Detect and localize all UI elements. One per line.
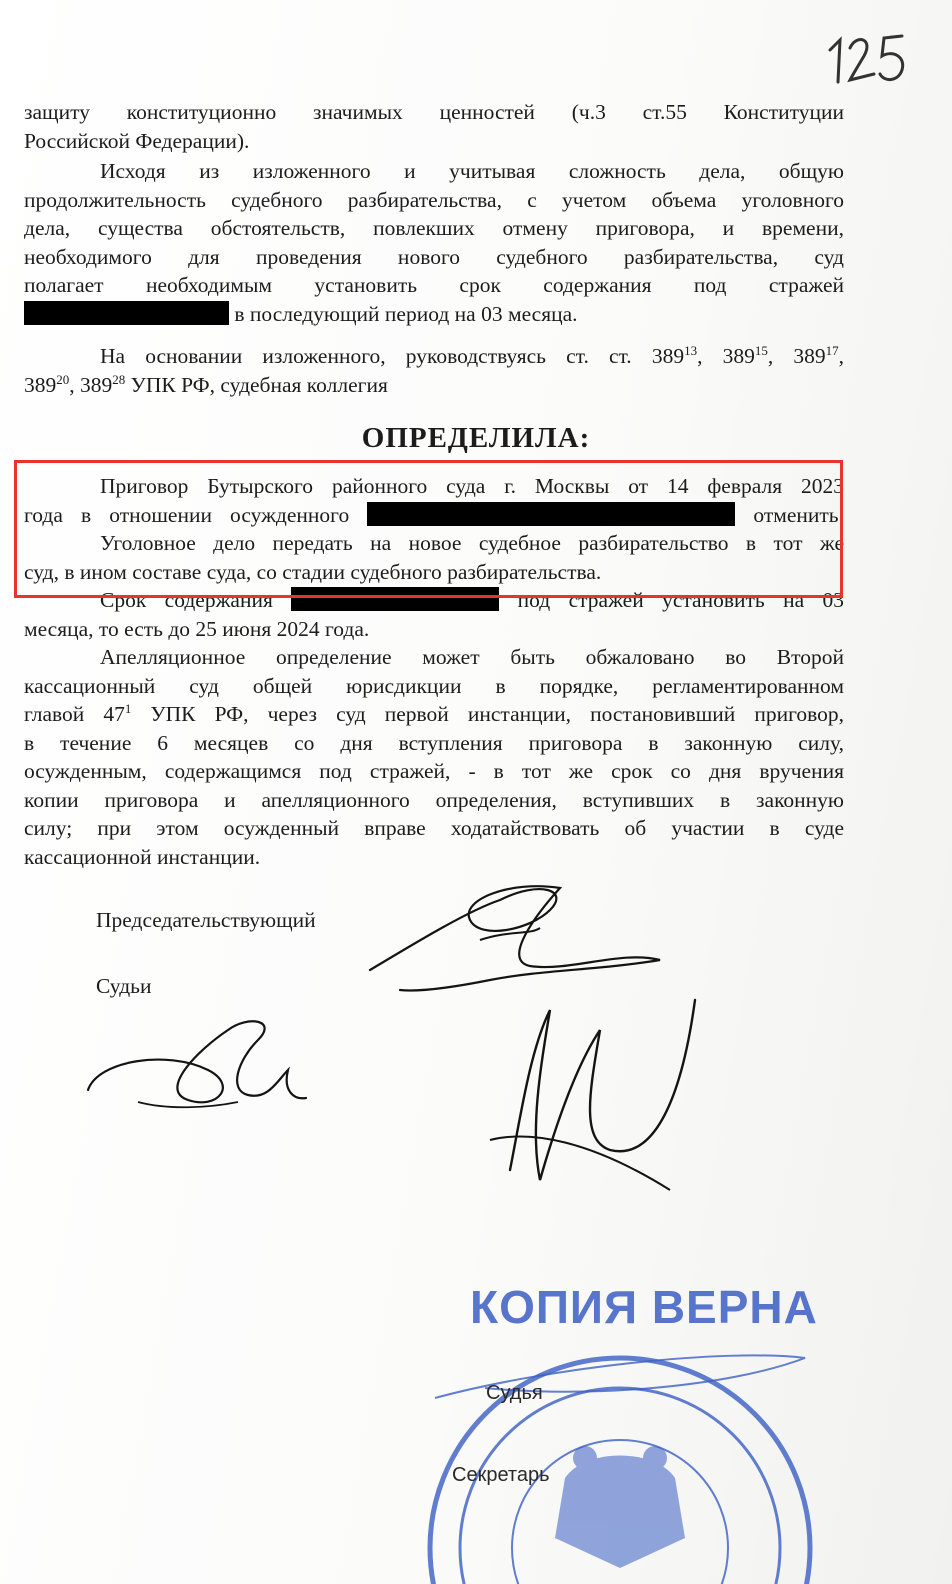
text-line: Приговор Бутырского районного суда г. Москвы от 14 февраля 2023 [100,474,844,498]
text-line: кассационной инстанции. [24,844,261,869]
text-line: дела, существа обстоятельств, повлекших отмену приговора, и времени, [24,216,844,240]
presiding-judge-label: Председательствующий [96,908,316,932]
text-line: Уголовное дело передать на новое судебное разбирательство в тот же [100,531,844,555]
text-line: осужденным, содержащимся под стражей, - в тот же срок со дня вручения [24,759,844,783]
text-line: защиту конституционно значимых ценностей (ч.3 ст.55 Конституции [24,100,844,124]
paragraph-detention-reasoning [24,157,844,328]
text-line: года в отношении осужденного отменить. [24,502,844,527]
text-line: Апелляционное определение может быть обжаловано во Второй [100,645,844,669]
redaction-bar [24,301,229,325]
text-line: $389^{20}$, $389^{28}$ УПК РФ, судебная коллегия [24,371,388,397]
text-line: в течение 6 месяцев со дня вступления приговора в законную силу, [24,730,844,755]
judge-signature-right [470,990,710,1200]
text-line: копии приговора и апелляционного определения, вступивших в законную [24,787,844,812]
text-line: кассационный суд общей юрисдикции в порядке, регламентированном [24,673,844,698]
highlight-box [14,460,843,598]
text-line: необходимого для проведения нового судебного разбирательства, суд [24,244,844,269]
text-line: Срок содержания под стражей установить на 03 [100,588,845,612]
judges-label: Судьи [96,974,152,998]
text-line: На основании изложенного, руководствуясь ст. ст. $389^{13}$, $389^{15}$, $389^{17}$, [100,342,845,368]
stamp-copy-true: КОПИЯ ВЕРНА [470,1281,818,1333]
text-line: Российской Федерации). [24,128,250,153]
text-line: в последующий период на 03 месяца. [234,301,578,326]
text-line: полагает необходимым установить срок содержания под стражей [24,273,844,297]
text-line: месяца, то есть до 25 июня 2024 года. [24,616,370,641]
text-line: суд, в ином составе суда, со стадии судебного разбирательства. [24,559,602,584]
stamp-secretary-label: Секретарь [452,1464,550,1486]
text-line: продолжительность судебного разбирательства, с учетом объема уголовного [24,187,844,212]
paragraph-constitutional-values [24,98,844,155]
judge-signature-left [78,1010,318,1120]
handwritten-page-number [822,22,912,92]
text-line: главой $47^1$ УПК РФ, через суд первой инстанции, постановивший приговор, [24,700,845,726]
text-line: Исходя из изложенного и учитывая сложность дела, общую [100,159,844,183]
presiding-judge-signature [360,870,700,1000]
ruling-heading: ОПРЕДЕЛИЛА: [361,422,591,454]
stamp-judge-label: Судья [486,1382,543,1404]
paragraph-legal-basis [24,342,844,399]
text-line: силу; при этом осужденный вправе ходатайствовать об участии в суде [24,816,844,840]
